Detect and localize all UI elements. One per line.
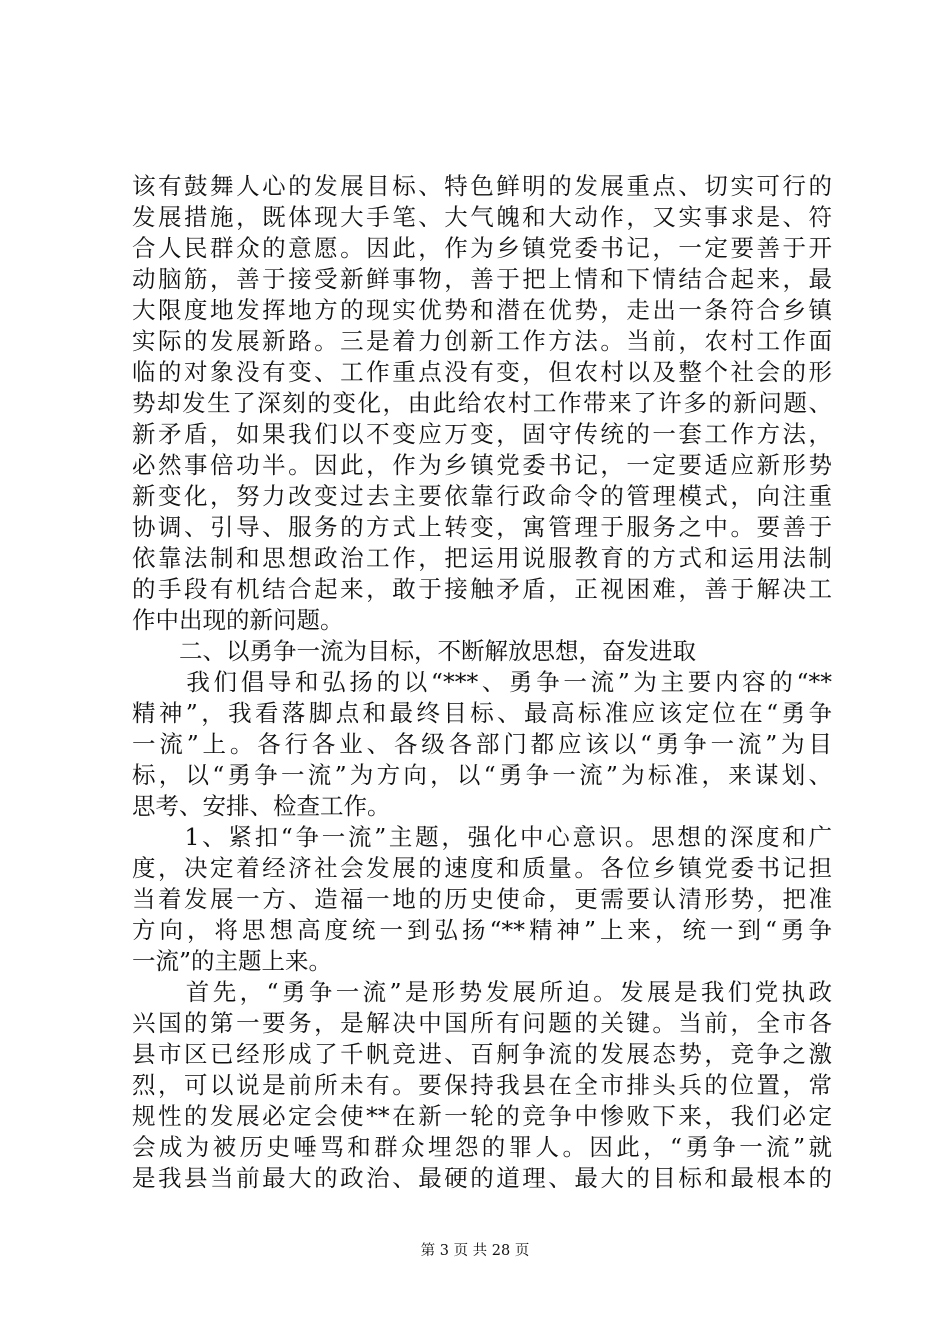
document-body [132,171,832,1194]
text-line: 当着发展一方、造福一地的历史使命，更需要认清形势，把准 [132,885,832,913]
text-line: 的手段有机结合起来，敢于接触矛盾，正视困难，善于解决工 [132,575,832,603]
text-line: 作中出现的新问题。 [132,606,344,634]
text-line: 动脑筋，善于接受新鲜事物，善于把上情和下情结合起来，最 [132,265,832,293]
text-line: 思考、安排、检查工作。 [132,792,391,820]
text-line: 协调、引导、服务的方式上转变，寓管理于服务之中。要善于 [132,513,832,541]
text-line: 首先，“勇争一流”是形势发展所迫。发展是我们党执政 [132,978,832,1006]
text-line: 合人民群众的意愿。因此，作为乡镇党委书记，一定要善于开 [132,234,832,262]
text-line: 新变化，努力改变过去主要依靠行政命令的管理模式，向注重 [132,482,832,510]
text-line: 新矛盾，如果我们以不变应万变，固守传统的一套工作方法， [132,420,832,448]
text-line: 发展措施，既体现大手笔、大气魄和大动作，又实事求是、符 [132,203,832,231]
text-line: 标，以“勇争一流”为方向，以“勇争一流”为标准，来谋划、 [132,761,832,789]
text-line: 势却发生了深刻的变化，由此给农村工作带来了许多的新问题、 [132,389,832,417]
text-line: 兴国的第一要务，是解决中国所有问题的关键。当前，全市各 [132,1009,832,1037]
text-line: 是我县当前最大的政治、最硬的道理、最大的目标和最根本的 [132,1164,832,1192]
text-line: 精神”，我看落脚点和最终目标、最高标准应该定位在“勇争 [132,699,832,727]
text-line: 大限度地发挥地方的现实优势和潜在优势，走出一条符合乡镇 [132,296,832,324]
text-line: 方向，将思想高度统一到弘扬“**精神”上来，统一到“勇争 [132,916,832,944]
page-footer [0,1241,950,1261]
text-line: 一流”上。各行各业、各级各部门都应该以“勇争一流”为目 [132,730,832,758]
text-line: 我们倡导和弘扬的以“***、勇争一流”为主要内容的“** [132,668,832,696]
text-line: 1、紧扣“争一流”主题，强化中心意识。思想的深度和广 [132,823,832,851]
page-number-label: 第 3 页 共 28 页 [420,1243,530,1259]
text-line: 二、以勇争一流为目标，不断解放思想，奋发进取 [132,637,696,665]
text-line: 实际的发展新路。三是着力创新工作方法。当前，农村工作面 [132,327,832,355]
text-line: 烈，可以说是前所未有。要保持我县在全市排头兵的位置，常 [132,1071,832,1099]
text-line: 规性的发展必定会使**在新一轮的竞争中惨败下来，我们必定 [132,1102,832,1130]
text-line: 一流”的主题上来。 [132,947,333,975]
text-line: 该有鼓舞人心的发展目标、特色鲜明的发展重点、切实可行的 [132,172,832,200]
text-line: 依靠法制和思想政治工作，把运用说服教育的方式和运用法制 [132,544,832,572]
text-line: 度，决定着经济社会发展的速度和质量。各位乡镇党委书记担 [132,854,832,882]
text-line: 县市区已经形成了千帆竞进、百舸争流的发展态势，竞争之激 [132,1040,832,1068]
text-line: 会成为被历史唾骂和群众埋怨的罪人。因此，“勇争一流”就 [132,1133,832,1161]
text-line: 临的对象没有变、工作重点没有变，但农村以及整个社会的形 [132,358,832,386]
text-line: 必然事倍功半。因此，作为乡镇党委书记，一定要适应新形势 [132,451,832,479]
